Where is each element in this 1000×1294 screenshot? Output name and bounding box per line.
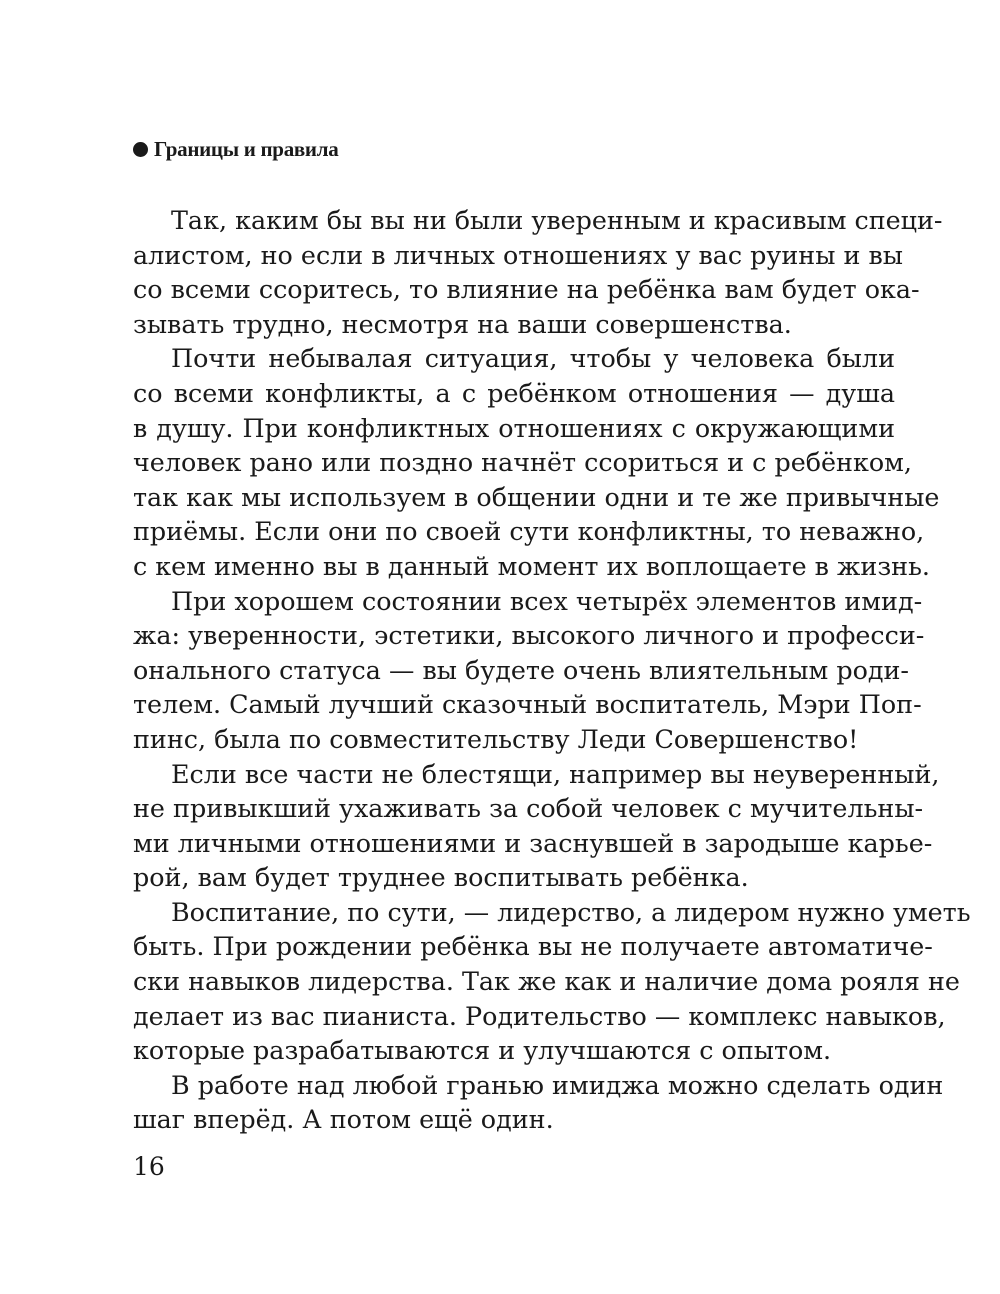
text-line: ми личными отношениями и заснувшей в зародыше карье- [133,827,933,858]
text-line: онального статуса — вы будете очень влиятельным роди- [133,654,909,685]
text-line: человек рано или поздно начнёт ссориться и с ребёнком, [133,447,912,478]
text-line: делает из вас пианиста. Родительство — комплекс навыков, [133,1000,946,1031]
paragraph [133,895,971,1068]
text-line: ски навыков лидерства. Так же как и наличие дома рояля не [133,966,960,997]
text-line: в душу. При конфликтных отношениях с окружающими [133,412,895,443]
bullet-dot-icon [133,142,148,157]
text-line: зывать трудно, несмотря на ваши совершенства. [133,308,792,339]
text-line: с кем именно вы в данный момент их воплощаете в жизнь. [133,550,930,581]
paragraph [133,341,940,583]
running-head-title: Границы и правила [154,137,339,161]
text-line: приёмы. Если они по своей сути конфликтны, то неважно, [133,516,925,547]
text-line: Так, каким бы вы ни были уверенным и красивым специ- [171,205,943,235]
text-line: телем. Самый лучший сказочный воспитатель, Мэри Поп- [133,689,922,720]
text-line: быть. При рождении ребёнка вы не получаете автоматиче- [133,931,933,962]
paragraph [133,584,925,757]
text-line: Если все части не блестящи, например вы неуверенный, [171,758,940,789]
paragraph [133,1068,944,1137]
text-line: со всеми конфликты, а с ребёнком отношения — душа [133,377,895,408]
page-number: 16 [133,1152,165,1181]
body-text [133,203,971,1137]
paragraph [133,757,940,895]
running-head [133,137,338,162]
text-line: шаг вперёд. А потом ещё один. [133,1104,554,1135]
text-line: рой, вам будет труднее воспитывать ребёнка. [133,862,749,893]
text-line: со всеми ссоритесь, то влияние на ребёнка вам будет ока- [133,274,920,305]
text-line: Почти небывалая ситуация, чтобы у человека были [171,343,895,374]
text-line: которые разрабатываются и улучшаются с опытом. [133,1035,832,1066]
text-line: жа: уверенности, эстетики, высокого личного и професси- [133,620,925,651]
text-line: пинс, была по совместительству Леди Совершенство! [133,723,859,754]
text-line: алистом, но если в личных отношениях у вас руины и вы [133,239,903,270]
text-line: В работе над любой гранью имиджа можно сделать один [171,1069,944,1100]
paragraph [133,203,943,341]
text-line: так как мы используем в общении одни и те же привычные [133,481,940,512]
text-line: Воспитание, по сути, — лидерство, а лидером нужно уметь [171,896,971,927]
text-line: не привыкший ухаживать за собой человек с мучительны- [133,793,924,824]
text-line: При хорошем состоянии всех четырёх элементов имид- [171,585,923,616]
